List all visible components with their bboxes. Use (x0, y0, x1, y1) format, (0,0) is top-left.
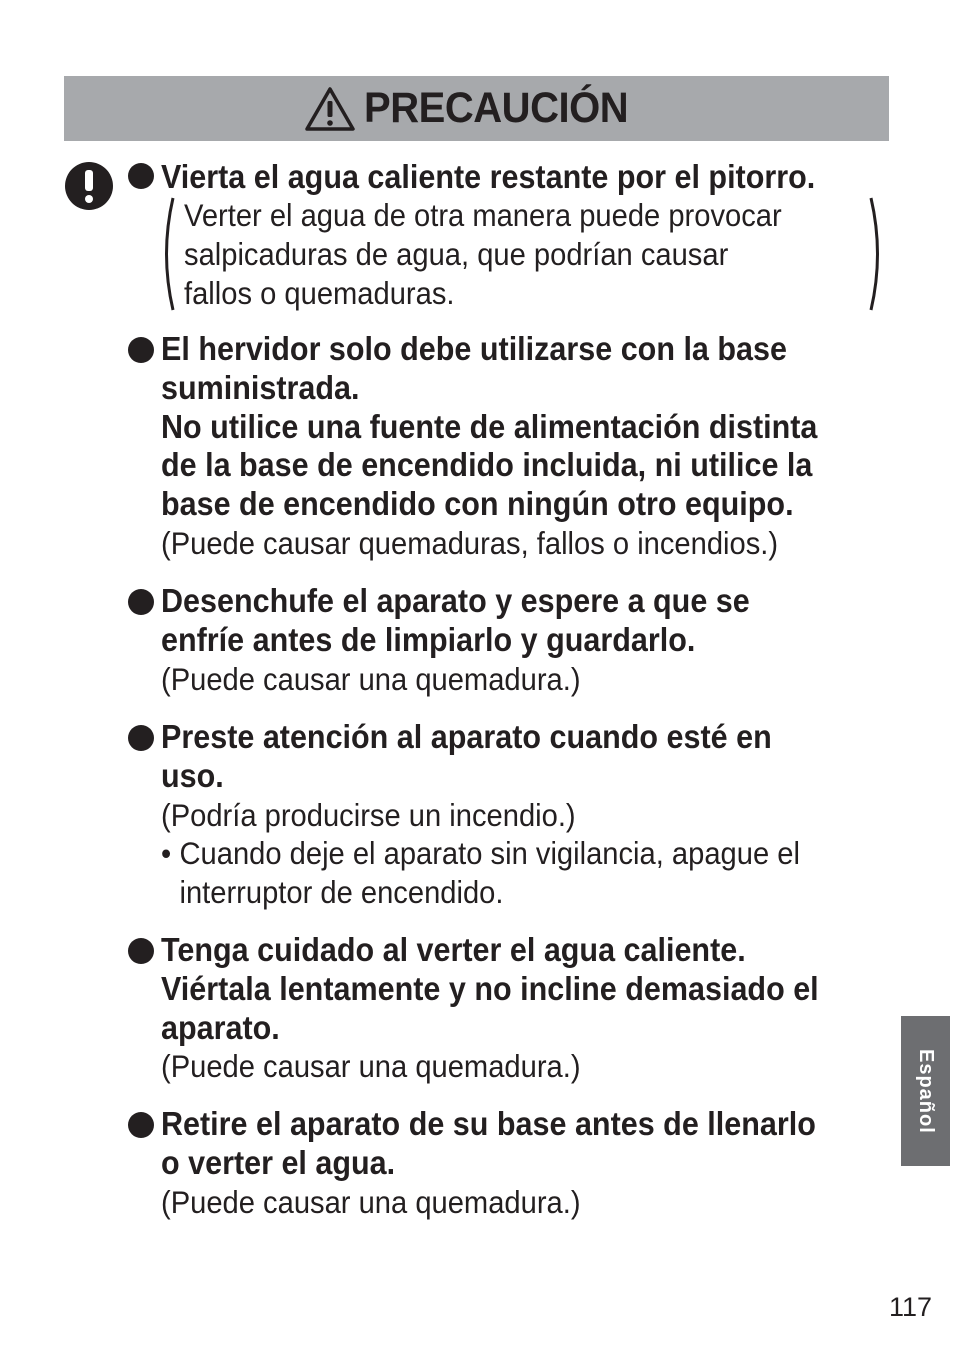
language-tab-label: Español (915, 1048, 937, 1134)
caution-banner (64, 76, 889, 141)
heading-line: Vierta el agua caliente restante por el pitorro. (161, 158, 816, 195)
item-heading (161, 158, 892, 197)
item-note (161, 660, 892, 699)
note-line: (Puede causar quemaduras, fallos o incendios.) (161, 524, 779, 561)
item-text (161, 718, 891, 912)
close-parenthesis (868, 196, 886, 312)
note-line: Verter el agua de otra manera puede provocar (184, 197, 782, 233)
heading-line: aparato. (161, 1008, 280, 1046)
sub-line: Cuando deje el aparato sin vigilancia, apague el (179, 835, 800, 872)
note-line: (Podría producirse un incendio.) (161, 796, 576, 833)
bullet-dot (128, 938, 154, 964)
item-text (161, 330, 891, 563)
note-line: (Puede causar una quemadura.) (161, 660, 581, 697)
item-heading (161, 330, 892, 524)
heading-line: enfríe antes de limpiarlo y guardarlo. (161, 620, 696, 658)
item-note (161, 1047, 892, 1086)
bullet-dot (128, 337, 154, 363)
heading-line: Preste atención al aparato cuando esté en (161, 718, 772, 755)
bullet-dot (128, 725, 154, 751)
item-heading (161, 931, 892, 1047)
item-note (184, 196, 915, 312)
sub-bullet-dot: • (161, 835, 172, 872)
heading-line: Tenga cuidado al verter el agua caliente. (161, 931, 746, 968)
item-note (161, 524, 892, 563)
heading-line: o verter el agua. (161, 1143, 396, 1181)
heading-line: suministrada. (161, 368, 360, 406)
item-note (161, 1183, 892, 1222)
heading-line: No utilice una fuente de alimentación distinta (161, 407, 818, 445)
banner-title: PRECAUCIÓN (364, 84, 629, 132)
heading-line: Retire el aparato de su base antes de llenarlo (161, 1105, 816, 1142)
open-parenthesis (158, 196, 176, 312)
heading-line: base de encendido con ningún otro equipo. (161, 485, 794, 523)
page-number: 117 (888, 1292, 932, 1322)
mandatory-action-icon (64, 161, 114, 211)
heading-line: de la base de encendido incluida, ni utilice la (161, 446, 813, 484)
item-note (161, 796, 892, 912)
bullet-dot (128, 1112, 154, 1138)
sub-line: interruptor de encendido. (179, 874, 504, 911)
item-heading (161, 1105, 892, 1183)
warning-triangle-icon (304, 86, 356, 132)
bullet-dot (128, 163, 154, 189)
heading-line: uso. (161, 756, 224, 794)
item-heading (161, 582, 892, 660)
item-text (161, 582, 891, 698)
item-text (161, 1105, 891, 1221)
item-text (161, 931, 891, 1086)
note-line: (Puede causar una quemadura.) (161, 1183, 581, 1220)
item-text (161, 158, 891, 197)
bullet-dot (128, 589, 154, 615)
heading-line: Viértala lentamente y no incline demasiado el (161, 969, 819, 1007)
note-line: (Puede causar una quemadura.) (161, 1048, 581, 1085)
banner-content (304, 84, 648, 133)
item-heading (161, 718, 892, 796)
heading-line: Desenchufe el aparato y espere a que se (161, 582, 750, 619)
language-tab (901, 1016, 950, 1166)
heading-line: El hervidor solo debe utilizarse con la base (161, 330, 787, 367)
sub-bullet-item (161, 834, 892, 912)
note-line: fallos o quemaduras. (184, 274, 455, 311)
note-line: salpicaduras de agua, que podrían causar (184, 235, 729, 272)
